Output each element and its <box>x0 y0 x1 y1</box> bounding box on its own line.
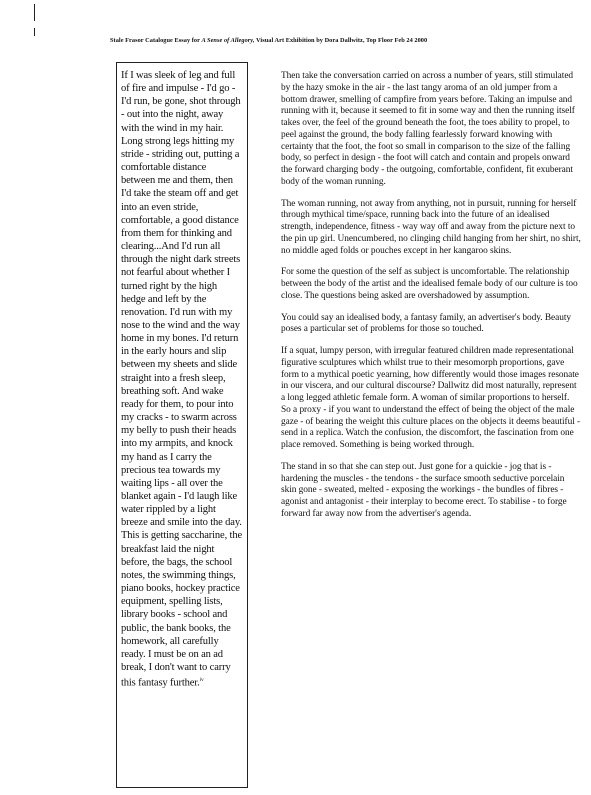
header-title: A Sense of Allegory, <box>201 37 255 44</box>
paragraph-5: If a squat, lumpy person, with irregular featured children made representational figurative sculptures which whilst true to their mesomorph proportions, gave form to a mythical poetic yearning, how differently would those images resonate in our viscera, and our cultural discourse? Dallwitz did most naturally, represent a long legged athletic female form. A woman of similar proportions to herself. So a proxy - if you want to understand the effect of being the object of the male gaze - of bearing the weight this culture places on the objects it deems beautiful - send in a replica. Watch the confusion, the discomfort, the fascination from one place removed. Something is being worked through. <box>281 346 581 450</box>
header-prefix: Stale Frasor Catalogue Essay for <box>110 37 202 44</box>
sidebar-text <box>121 69 242 690</box>
main-column <box>281 71 581 531</box>
page-header <box>110 37 570 44</box>
sidebar-body: If I was sleek of leg and full of fire and impulse - I'd go - I'd run, be gone, shot through - out into the night, away with the wind in my hair. Long strong legs hitting my stride - striding out, putting a comfortable distance between me and them, then I'd take the steam off and get into an even stride, comfortable, a good distance from them for thinking and clearing...And I'd run all through the night dark streets not fearful about whether I turned right by the high hedge and left by the renovation. I'd run with my nose to the wind and the way home in my bones. I'd return in the early hours and slip between my sheets and slide straight into a fresh sleep, breathing soft. And wake ready for them, to pour into my cracks - to swarm across my belly to push their heads into my armpits, and knock my hand as I carry the precious tea towards my waiting lips - all over the blanket again - I'd laugh like water rippled by a light breeze and smile into the day. This is getting saccharine, the breakfast laid the night before, the bags, the school notes, the swimming things, piano books, hockey practice equipment, spelling lists, library books - school and public, the bank books, the homework, all carefully ready. I must be on an ad break, I don't want to carry this fantasy further. <box>121 70 242 689</box>
paragraph-4: You could say an idealised body, a fantasy family, an advertiser's body. Beauty poses a particular set of problems for those so touched. <box>281 312 572 335</box>
paragraph-2: The woman running, not away from anything, not in pursuit, running for herself through mythical time/space, running back into the future of an idealised strength, independence, fitness - way way off and away from the picture next to the pin up girl. Unencumbered, no clinging child hanging from her shirt, no shirt, no middle aged folds or pouches except in her kangaroo skins. <box>281 198 581 256</box>
paragraph-3: For some the question of the self as subject is uncomfortable. The relationship between the body of the artist and the idealised female body of our culture is too close. The questions being asked are overshadowed by assumption. <box>281 267 578 301</box>
margin-mark-top <box>34 4 35 21</box>
paragraph-6: The stand in so that she can step out. Just gone for a quickie - jog that is - hardening the muscles - the tendons - the surface smooth seductive porcelain skin gone - sweated, melted - exposing the workings - the bundles of fibres - agonist and antagonist - their interplay to become erect. To stabilise - to forge forward far away now from the advertiser's agenda. <box>281 461 567 519</box>
margin-mark-bottom <box>34 28 35 36</box>
header-suffix: Visual Art Exhibition by Dora Dallwitz, Top Floor Feb 24 2000 <box>254 37 428 44</box>
paragraph-1: Then take the conversation carried on across a number of years, still stimulated by the hazy smoke in the air - the last tangy aroma of an old jumper from a bottom drawer, smelling of campfire from years before. Taking an impulse and running with it, because it seemed to fit in some way and then the running itself takes over, the feel of the ground beneath the foot, the toes ability to propel, to peel against the ground, the body falling fearlessly forward knowing with certainty that the foot, the foot so small in comparison to the size of the falling body, so perfect in design - the foot will catch and contain and propels onward the forward charging body - the outgoing, comfortable, confident, fit exuberant body of the woman running. <box>281 71 575 187</box>
sidebar-box <box>116 62 248 788</box>
footnote-marker: iv <box>199 677 204 684</box>
